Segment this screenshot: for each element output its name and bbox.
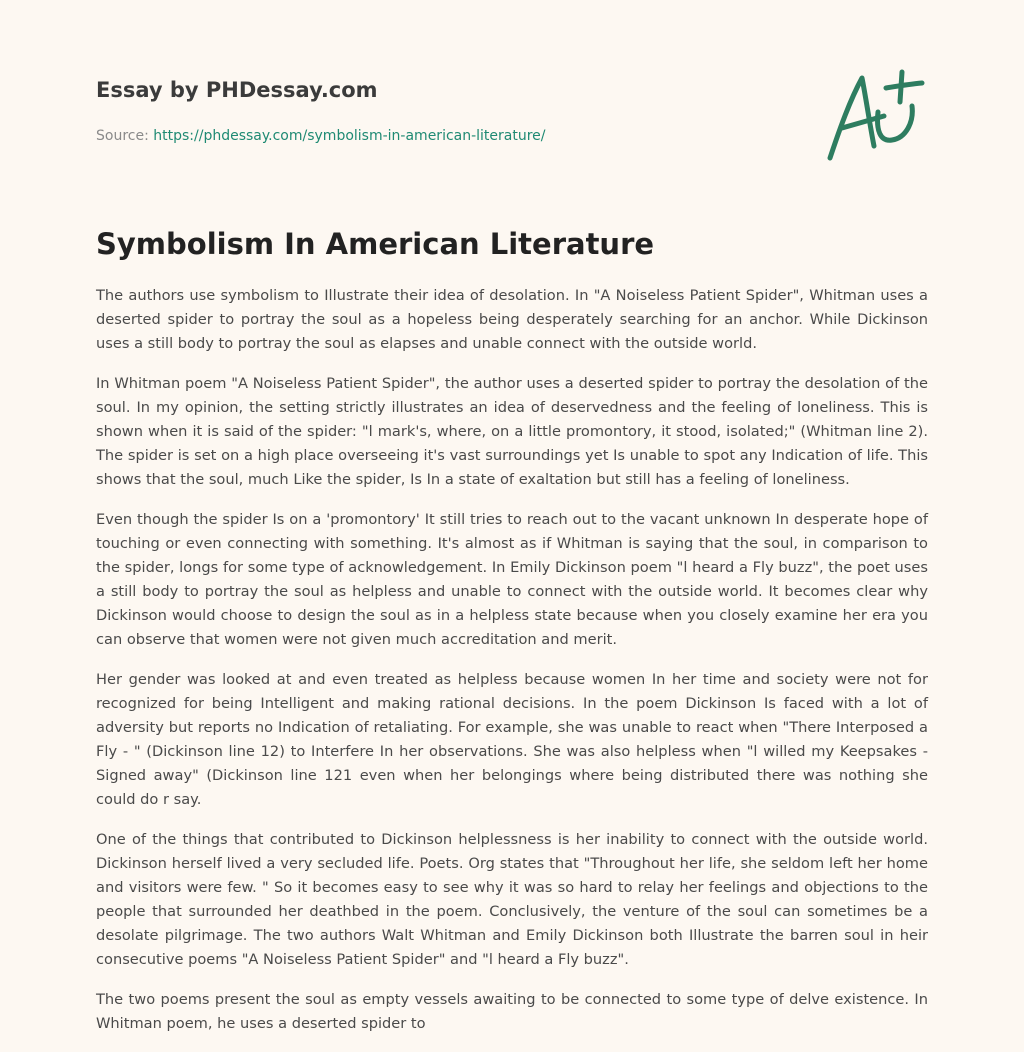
source-label: Source: [96, 128, 149, 144]
essay-paragraph: One of the things that contributed to Dickinson helplessness is her inability to connect with the outside world. Dickinson herself lived a very secluded life. Poets. Org states that "Throughout her life, she seldom left her home and visitors were few. " So it becomes easy to see why it was so hard to relay her feelings and objections to the people that surrounded her deathbed in the poem. Conclusively, the venture of the soul can sometimes be a desolate pilgrimage. The two authors Walt Whitman and Emily Dickinson both Illustrate the barren soul in heir consecutive poems "A Noiseless Patient Spider" and "l heard a Fly buzz". [96, 831, 928, 968]
source-line [96, 126, 656, 146]
essay-paragraph: In Whitman poem "A Noiseless Patient Spider", the author uses a deserted spider to portray the desolation of the soul. In my opinion, the setting strictly illustrates an idea of deservedness and the feeling of loneliness. This is shown when it is said of the spider: "l mark's, where, on a little promontory, it stood, isolated;" (Whitman line 2). The spider is set on a high place overseeing it's vast surroundings yet Is unable to spot any Indication of life. This shows that the soul, much Like the spider, Is In a state of exaltation but still has a feeling of loneliness. [96, 375, 928, 488]
essay-paragraph: Her gender was looked at and even treated as helpless because women In her time and society were not for recognized for being Intelligent and making rational decisions. In the poem Dickinson Is faced with a lot of adversity but reports no Indication of retaliating. For example, she was unable to react when "There Interposed a Fly - " (Dickinson line 12) to Interfere In her observations. She was also helpless when "l willed my Keepsakes - Signed away" (Dickinson line 121 even when her belongings where being distributed there was nothing she could do r say. [96, 671, 928, 808]
essay-body [96, 284, 928, 1052]
essay-paragraph: The authors use symbolism to Illustrate their idea of desolation. In "A Noiseless Patient Spider", Whitman uses a deserted spider to portray the soul as a hopeless being desperately searching for an anchor. While Dickinson uses a still body to portray the soul as elapses and unable connect with the outside world. [96, 287, 928, 352]
essay-paragraph: The two poems present the soul as empty vessels awaiting to be connected to some type of delve existence. In Whitman poem, he uses a deserted spider to [96, 991, 928, 1032]
a-plus-grade-icon [818, 66, 928, 166]
source-link[interactable]: https://phdessay.com/symbolism-in-american-literature/ [153, 128, 546, 144]
essay-paragraph: Even though the spider Is on a 'promontory' It still tries to reach out to the vacant unknown In desperate hope of touching or even connecting with something. It's almost as if Whitman is saying that the soul, in comparison to the spider, longs for some type of acknowledgement. In Emily Dickinson poem "l heard a Fly buzz", the poet uses a still body to portray the soul as helpless and unable to connect with the outside world. It becomes clear why Dickinson would choose to design the soul as in a helpless state because when you closely examine her era you can observe that women were not given much accreditation and merit. [96, 511, 928, 648]
brand-title: Essay by PHDessay.com [96, 78, 378, 102]
essay-header [96, 74, 656, 146]
essay-title: Symbolism In American Literature [96, 227, 655, 261]
